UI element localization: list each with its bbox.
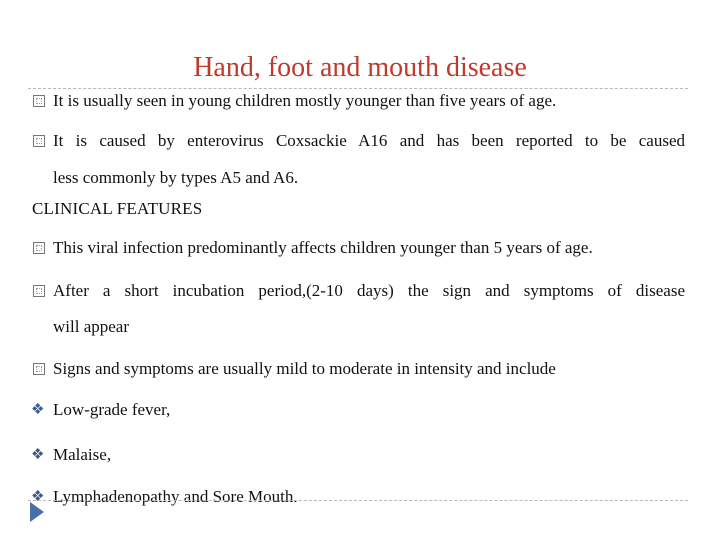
bullet-text: Signs and symptoms are usually mild to moderate in intensity and include (53, 359, 556, 378)
symptom-text: Malaise, (53, 445, 112, 464)
bottom-divider (28, 500, 688, 501)
square-bullet-icon (33, 242, 45, 254)
symptom-text: Low-grade fever, (53, 400, 171, 419)
bullet-text: It is usually seen in young children mostly younger than five years of age. (53, 91, 557, 110)
slide-title-text: Hand, foot and mouth disease (193, 52, 527, 83)
bullet-text: This viral infection predominantly affects children younger than 5 years of age. (53, 238, 593, 257)
square-bullet-icon (33, 285, 45, 297)
square-bullet-icon (33, 95, 45, 107)
bullet-text-continued: will appear (53, 317, 129, 336)
title-divider (28, 88, 688, 89)
square-bullet-icon (33, 363, 45, 375)
symptom-text: Lymphadenopathy and Sore Mouth. (53, 487, 298, 506)
square-bullet-icon (33, 135, 45, 147)
triangle-arrow-icon (30, 502, 44, 522)
bullet-text-continued: less commonly by types A5 and A6. (53, 168, 299, 187)
section-heading: CLINICAL FEATURES (32, 199, 203, 218)
diamond-bullet-icon: ❖ (31, 402, 45, 418)
bullet-text: After a short incubation period,(2-10 days) the sign and symptoms of disease (53, 281, 685, 300)
bullet-text: It is caused by enterovirus Coxsackie A16 and has been reported to be caused (53, 131, 685, 150)
diamond-bullet-icon: ❖ (31, 489, 45, 505)
slide-title (0, 50, 720, 86)
diamond-bullet-icon: ❖ (31, 447, 45, 463)
